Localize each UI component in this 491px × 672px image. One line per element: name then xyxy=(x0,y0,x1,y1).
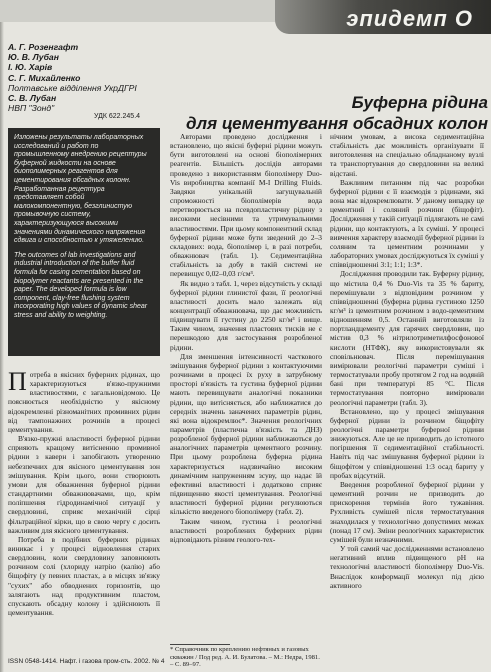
section-header-banner xyxy=(275,0,491,34)
text-column-1 xyxy=(8,367,160,618)
page-footer: ISSN 0548-1414. Нафт. і газова пром-сть. 2002. № 4 xyxy=(8,658,165,665)
paragraph: Потреба в подібних буферних рідинах виникає і у процесі відновлення старих свердловин, коли свердловину заповнюють розчином солі (хлориду натрію (калію) або біщофіту (у певних пластах, а в місцях зв'язку "сухих" або обводнених горизонтів, що залягають над продуктивним пластом, спускають обсадну колону і здійснюють її цементування. xyxy=(8,534,160,618)
paragraph: Дослідження проводили так. Буферну рідину, що містила 0,4 % Duo-Vis та 35 % бариту, перемішували з відповідним розчином у співвідношенні (буферна рідина густиною 1250 кг/м³ із цементним розчином з водо-цементним відношенням 0,5. Останній виготовляли із портландцементу для гарячих свердловин, що містив 0,3 % нітрилотриметилфосфонової кислоти (НТФК), яку використовували як сповільнювач. Після перемішування вимірювали реологічні параметри суміші і термостатували пробу протягом 2 год на водяній бані при температурі 85 °С. Після термостатування повторно вимірювали реологічні параметри (табл. 3). xyxy=(330,269,484,407)
paragraph xyxy=(8,367,160,434)
abstract-russian: Изложены результаты лабораторных исследований и работ по промышленному внедрению рецептуры буферной жидкости на основе биополимерных реагентов для цементирования обсадных колонн. Разработанная рецептура представляет собой малокомпонентную, безглинистую промывочную систему, характеризующуюся высокими значениями динамического напряжения сдвига и способностью к утяжелению. xyxy=(14,134,147,245)
footnote: * Справочник по креплению нефтяных и газовых скважин / Под ред. А. И. Булатова. – М.: Недра, 1981. – С. 89–97. xyxy=(170,646,320,669)
paragraph: Авторами проведено дослідження і встановлено, що якісні буферні рідини можуть бути виготовлені на основі біополімерних реагентів. Більшість дослідів авторами проведено з використанням біополімеру Duo-Vis виробництва компанії M-I Drilling Fluids. Завдяки унікальній загущувальній спроможності біополімерів вода перетворюється на псевдопластичну рідину з високими несівними та утримувальними властивостями. При цьому компонентний склад буферної рідини може бути зведений до 2–3 складових: вода, біополімер і, в разі потреби, обважнювач (табл. 1). Седиментаційна стабільність за добу в такій системі не перевищує 0,02–0,03 г/см³. xyxy=(170,132,322,279)
article-title xyxy=(168,92,488,134)
author-name: Ю. В. Лубан xyxy=(8,52,59,63)
author-affiliation: НВП "Зонд" xyxy=(8,103,55,114)
author-name: С. Г. Михайленко xyxy=(8,72,81,83)
author-affiliation: Полтавське відділення УкрДГРІ xyxy=(8,82,137,93)
paragraph: В'язко-пружні властивості буферної рідини сприяють кращому витісненню промивної рідини з каверн і запобігають утворенню небезпечних для якісного цементування зон змішування. Крім цього, вони створюють умови для обважнення буферної рідини стандартними обважнювачами, що, крім поліпшення гідродинамічної ситуації у свердловині, сприяє механічній сірці фільтраційної кірки, що в свою чергу є досить важливим для якісного цементування. xyxy=(8,434,160,535)
paragraph: Важливим питанням під час розробки буферної рідини є її взаємодія з рідинами, які вона має відокремлювати. У даному випадку це цементний і соляний розчини (біщофіт). Дослідження у такій ситуації підлягають не самі рідини, що контактують, а їх суміші. У процесі вивчення характеру взаємодії буферної рідини із соляним та цементним розчинами у лабораторних умовах досліджуються їх суміші у співвідношенні 3:1; 1:1; 1:3*. xyxy=(330,177,484,270)
author-name: С. В. Лубан xyxy=(8,93,57,104)
paragraph-text: отреба в якісних буферних рідинах, що характеризуються в'язко-пружними властивостями, є загальновідомою. Це пояснюється необхідністю у якісному відокремленні різноманітних промивних рідин від тампонажних розчинів в процесі цементування. xyxy=(8,370,160,434)
scan-shadow xyxy=(0,0,4,672)
title-line: Буферна рідина xyxy=(351,93,488,112)
footnote-divider xyxy=(170,644,230,645)
title-line: для цементування обсадних колон xyxy=(186,114,488,133)
paragraph: Введення розробленої буферної рідини у цементний розчин не призводить до прискорення термінів його тужавіння. Рухливість сумішей після термостатування знаходилася у технологічно допустимих межах (понад 17 см). Зміни реологічних характеристик сумішей були незначними. xyxy=(330,479,484,544)
paragraph: Таким чином, густина і реологічні властивості розроблених буферних рідин відповідають різним геолого-тех- xyxy=(170,516,322,544)
paragraph: нічним умовам, а висока седиментаційна стабільність дає можливість організувати її виготовлення на спеціально обладнаному вузлі та транспортування до свердловини на великі відстані. xyxy=(330,132,484,178)
paragraph: Для зменшення інтенсивності часткового змішування буферної рідини з контактуючими розчинами в процесі їх руху в затрубному просторі в'язкість та густина буферної рідини мають перевищувати аналогічні показники рідини, що витісняється, або наближатися до середніх значень заначених параметрів рідин, які вона відокремлює*. Значення реологічних параметрів (пластична в'язкість та ДНЗ) розробленої буферної рідини наближаються до аналогічних параметрів цементного розчину. При цьому розроблена буферна рідина характеризується надзвичайно високим динамічним напруженням зсуву, що надає їй ефективні властивості і додатково сприяє підвищенню якості цементування. Реологічні властивості буферної рідини регулюються кількістю введеного біополімеру (табл. 2). xyxy=(170,351,322,517)
udk-code: УДК 622.245.4 xyxy=(94,113,141,120)
author-block xyxy=(8,42,158,113)
paragraph: Як видно з табл. 1, через відсутність у складі буферної рідини глинистої фази, її реологічні властивості досить мало залежать від концентрації обважнювача, що дає можливість підвищувати її густину до 2250 кг/м³ і вище. Таким чином, значення пластових тисків не є перешкодою для застосування розробленої рідини. xyxy=(170,278,322,352)
text-column-3 xyxy=(330,132,484,590)
section-header-word: эпидемп О xyxy=(346,6,473,31)
author-name: І. Ю. Харів xyxy=(8,62,53,73)
abstract-box xyxy=(8,128,160,356)
text-column-2 xyxy=(170,132,322,544)
drop-cap: П xyxy=(8,367,27,396)
paragraph: У той самий час дослідженнями встановлено негативний вплив підвищеного pH на технологічні властивості біополімеру Duo-Vis. Внаслідок конформації молекул під дією активного xyxy=(330,544,484,590)
abstract-english: The outcomes of lab investigations and industrial introduction of the buffer fluid formula for casing cementation based on biopolymer reactants are presented in the paper. The developed formula is low component, clay-free flushing system incorporating high values of dynamic shear stress and ability to weighting. xyxy=(14,251,148,319)
paragraph: Встановлено, що у процесі змішування буферної рідини із розчином біщофіту реологічні параметри буферної рідини знижуються. Але це не призводить до істотного погіршення її седиментаційної стабільності. Навіть під час змішування буферної рідини із біщофітом у співвідношенні 1:3 осад бариту у пробах відсутній. xyxy=(330,406,484,480)
author-name: А. Г. Розенгафт xyxy=(8,42,79,52)
